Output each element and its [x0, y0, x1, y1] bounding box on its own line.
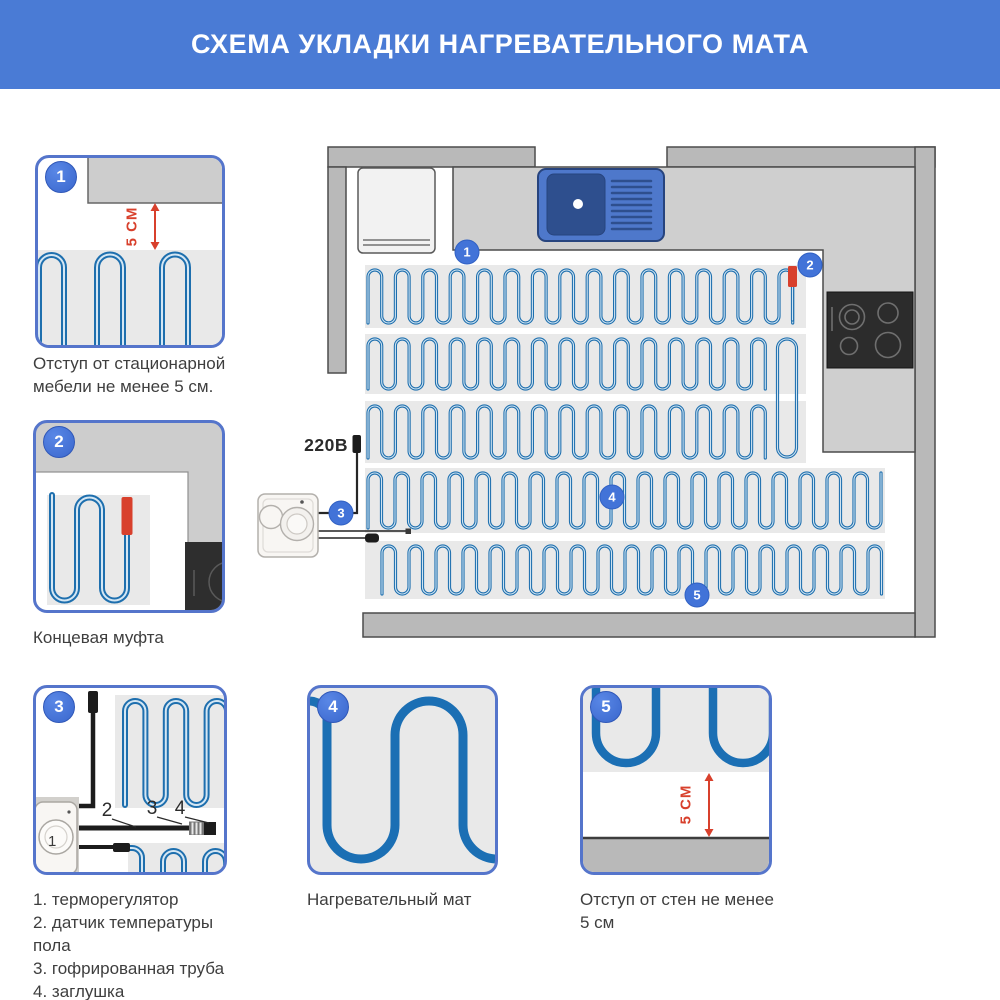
callout-3-badge: 3 — [43, 691, 75, 723]
callout-2-caption: Концевая муфта — [33, 628, 164, 647]
svg-text:5: 5 — [693, 587, 701, 603]
callout-1-badge: 1 — [45, 161, 77, 193]
callout-panel-5 — [580, 685, 772, 875]
mat-lead-cable — [75, 843, 130, 852]
callout-panel-4 — [307, 685, 498, 875]
marker-4 — [600, 485, 624, 509]
callout-4-caption: Нагревательный мат — [307, 890, 472, 909]
voltage-label: 220В — [304, 435, 348, 455]
sensor-cable-with-tube — [75, 822, 216, 836]
gap-dimension-label: 5 СМ — [677, 784, 695, 825]
gap-dimension-label: 5 СМ — [123, 206, 141, 247]
callout-5-caption: Отступ от стен не менее 5 см — [580, 890, 774, 932]
end-sleeve-icon — [788, 266, 797, 287]
legend-line: 3. гофрированная труба — [33, 959, 225, 978]
floor-sensor-cable — [316, 529, 411, 543]
svg-text:3: 3 — [146, 798, 158, 819]
thermostat-icon — [258, 494, 318, 557]
legend-line: 1. терморегулятор — [33, 890, 179, 909]
room-diagram — [250, 140, 940, 640]
legend-line: 2. датчик температуры пола — [33, 913, 214, 955]
stove-icon — [827, 292, 913, 368]
furniture-block — [88, 155, 225, 203]
marker-5 — [685, 583, 709, 607]
wall-block — [580, 838, 772, 875]
callout-1-caption: Отступ от стационарной мебели не менее 5 см. — [33, 354, 226, 396]
callout-5-badge: 5 — [590, 691, 622, 723]
stove-corner — [185, 542, 225, 613]
legend-line: 4. заглушка — [33, 982, 125, 1000]
svg-text:3: 3 — [337, 505, 345, 521]
callout-panel-1 — [35, 155, 225, 348]
mat-strip — [47, 495, 150, 605]
gap-arrow — [151, 203, 160, 250]
svg-text:1: 1 — [463, 244, 471, 260]
marker-3 — [329, 501, 353, 525]
svg-text:4: 4 — [174, 798, 186, 819]
mat-strip — [115, 695, 227, 808]
thermostat-label: 1 — [48, 833, 57, 850]
page-title: СХЕМА УКЛАДКИ НАГРЕВАТЕЛЬНОГО МАТА — [190, 29, 810, 59]
callout-4-badge: 4 — [317, 691, 349, 723]
plug-icon — [204, 822, 216, 835]
svg-text:2: 2 — [806, 257, 814, 273]
marker-2 — [798, 253, 822, 277]
svg-text:2: 2 — [101, 800, 113, 821]
callout-panel-2 — [33, 420, 225, 613]
svg-text:4: 4 — [608, 489, 616, 505]
cable-loops — [307, 701, 498, 859]
power-cable — [75, 691, 98, 806]
gap-arrow — [705, 773, 714, 837]
callout-2-badge: 2 — [43, 426, 75, 458]
callout-3-caption — [33, 888, 238, 1000]
header-bar — [0, 0, 1000, 89]
sink-icon — [538, 169, 664, 241]
fridge-icon — [358, 168, 435, 253]
marker-1 — [455, 240, 479, 264]
callout-panel-3 — [33, 685, 227, 875]
thermostat-icon — [33, 797, 79, 875]
end-sleeve-icon — [122, 497, 133, 535]
